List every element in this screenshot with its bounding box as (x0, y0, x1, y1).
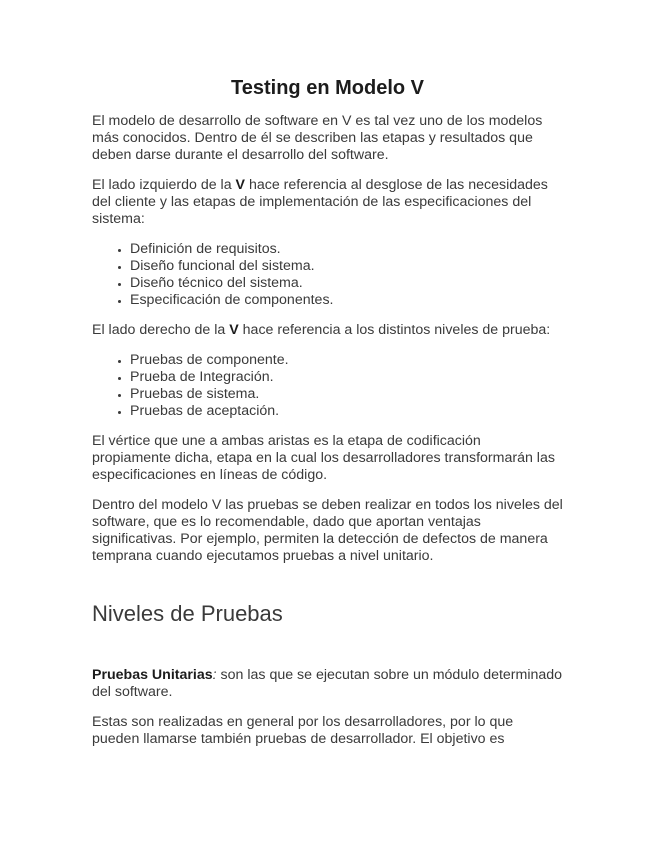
right-side-list (92, 352, 563, 420)
vertex-paragraph: El vértice que une a ambas aristas es la etapa de codificación propiamente dicha, etapa en la cual los desarrolladores transformarán las especificaciones en líneas de código. (92, 433, 555, 483)
unit-tests-colon: : (212, 667, 217, 683)
list-item: • Diseño funcional del sistema. (130, 258, 563, 275)
list-item: • Pruebas de aceptación. (130, 403, 563, 420)
unit-tests-detail-paragraph: Estas son realizadas en general por los desarrolladores, por lo que pueden llamarse también pruebas de desarrollador. El objetivo es (92, 714, 514, 747)
list-item: • Diseño técnico del sistema. (130, 275, 563, 292)
list-item: • Pruebas de sistema. (130, 386, 563, 403)
intro-paragraph: El modelo de desarrollo de software en V es tal vez uno de los modelos más conocidos. Dentro de él se describen las etapas y resultados que deben darse durante el desarrollo del software. (92, 113, 543, 163)
left-side-list (92, 241, 563, 309)
list-item: • Definición de requisitos. (130, 241, 563, 258)
page-title: Testing en Modelo V (231, 77, 424, 99)
unit-tests-text: son las que se ejecutan sobre un módulo determinado del software. (92, 667, 563, 700)
list-item: • Pruebas de componente. (130, 352, 563, 369)
unit-tests-paragraph (92, 667, 563, 701)
left-side-paragraph (92, 177, 563, 228)
right-side-paragraph (92, 322, 563, 339)
right-side-text-post: hace referencia a los distintos niveles de prueba: (238, 322, 551, 338)
right-side-v-bold: V (229, 322, 239, 338)
left-side-text-pre: El lado izquierdo de la (92, 177, 236, 193)
unit-tests-bold: Pruebas Unitarias (92, 667, 213, 683)
left-side-v-bold: V (235, 177, 246, 193)
right-side-text-pre: El lado derecho de la (92, 322, 230, 338)
section-heading: Niveles de Pruebas (92, 601, 283, 626)
list-item: • Especificación de componentes. (130, 292, 563, 309)
list-item: • Prueba de Integración. (130, 369, 563, 386)
left-side-text-post: hace referencia al desglose de las necesidades del cliente y las etapas de implementación de las especificaciones del sistema: (92, 177, 548, 227)
testing-levels-intro-paragraph: Dentro del modelo V las pruebas se deben realizar en todos los niveles del software, que es lo recomendable, dado que aportan ventajas significativas. Por ejemplo, permiten la detección de defectos de manera temprana cuando ejecutamos pruebas a nivel unitario. (92, 497, 563, 564)
